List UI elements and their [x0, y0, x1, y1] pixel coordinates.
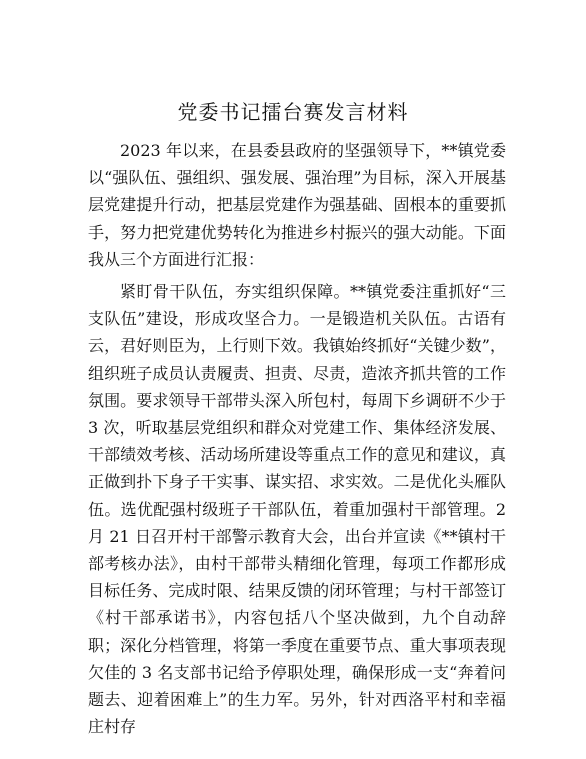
paragraph-section-1: 紧盯骨干队伍，夯实组织保障。**镇党委注重抓好“三支队伍”建设，形成攻坚合力。一是锻造机关队伍。古语有云，君好则臣为，上行则下效。我镇始终抓好“关键少数”，组织班子成员认责履责、担责、尽责，造浓齐抓共管的工作氛围。要求领导干部带头深入所包村，每周下乡调研不少于 3 次，听取基层党组织和群众对党建工作、集体经济发展、干部绩效考核、活动场所建设等重点工作的意见和建议，真正做到扑下身子干实事、谋实招、求实效。二是优化头雁队伍。选优配强村级班子干部队伍，着重加强村干部管理。2 月 21 日召开村干部警示教育大会，出台并宣读《**镇村干部考核办法》，由村干部带头精细化管理，每项工作都形成目标任务、完成时限、结果反馈的闭环管理；与村干部签订《村干部承诺书》，内容包括八个坚决做到，九个自动辞职；深化分档管理，将第一季度在重要节点、重大事项表现欠佳的 3 名支部书记给予停职处理，确保形成一支“奔着问题去、迎着困难上”的生力军。另外，针对西洛平村和幸福庄村存	[88, 282, 506, 737]
paragraph-intro: 2023 年以来，在县委县政府的坚强领导下，**镇党委以“强队伍、强组织、强发展、强治理”为目标，深入开展基层党建提升行动，把基层党建作为强基础、固根本的重要抓手，努力把党建优势转化为推进乡村振兴的强大动能。下面我从三个方面进行汇报：	[88, 141, 506, 269]
document-title: 党委书记擂台赛发言材料	[177, 100, 409, 124]
